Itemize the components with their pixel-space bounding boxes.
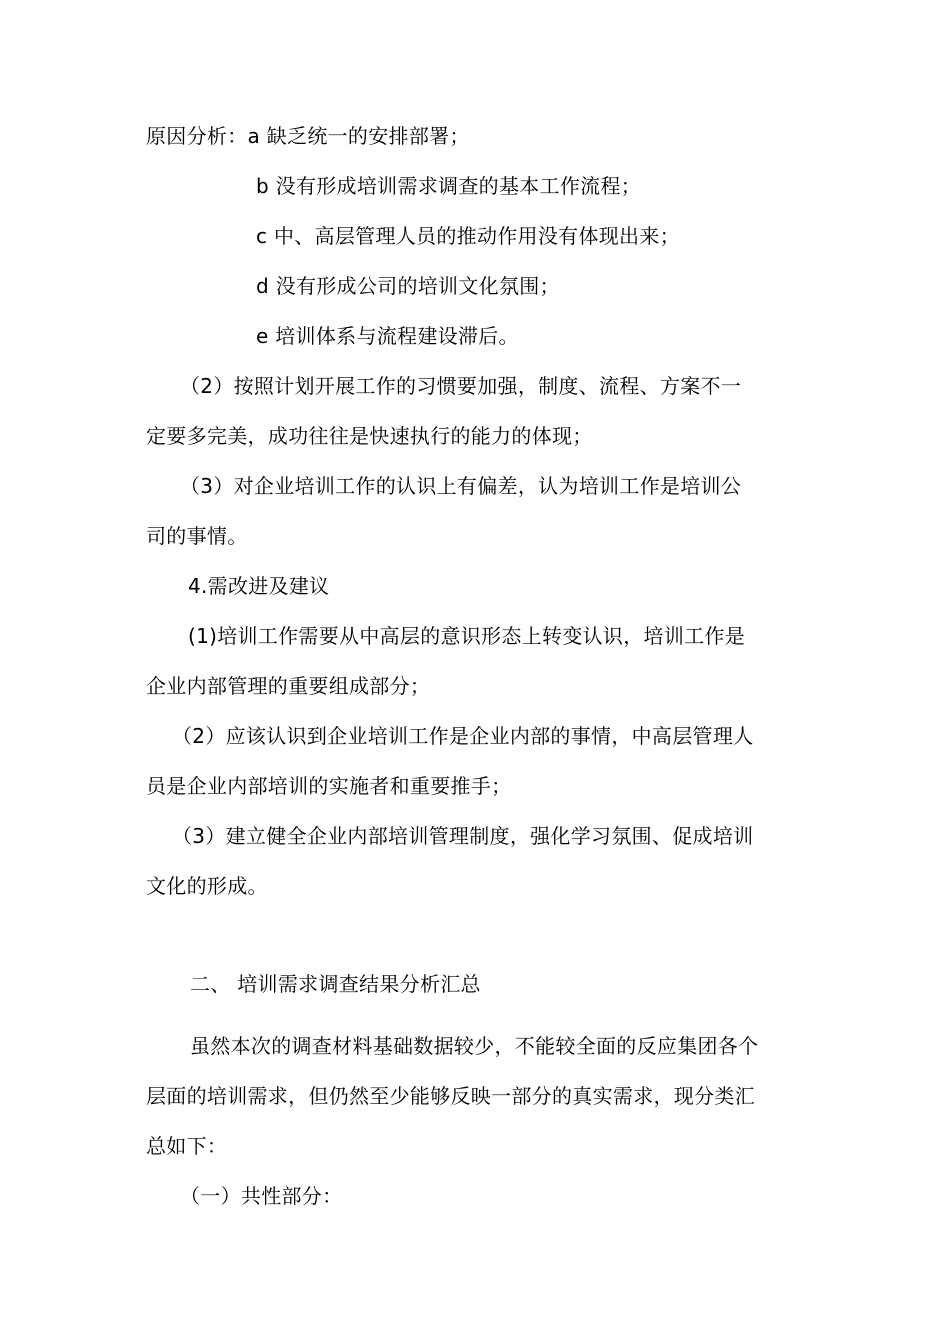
cause-a-line: 原因分析：a 缺乏统一的安排部署； — [146, 124, 470, 148]
cause-c-line: c 中、高层管理人员的推动作用没有体现出来； — [256, 224, 680, 248]
point3-line2: 司的事情。 — [146, 524, 248, 548]
point2-line2: 定要多完美，成功往往是快速执行的能力的体现； — [146, 424, 593, 448]
cause-e-line: e 培训体系与流程建设滞后。 — [256, 324, 519, 348]
cause-d-line: d 没有形成公司的培训文化氛围； — [256, 274, 560, 298]
suggestion2-line1: （2）应该认识到企业培训工作是企业内部的事情，中高层管理人 — [172, 724, 754, 748]
cause-b-line: b 没有形成培训需求调查的基本工作流程； — [256, 174, 642, 198]
suggestion3-line2: 文化的形成。 — [146, 874, 268, 898]
section2-heading: 二、 培训需求调查结果分析汇总 — [190, 972, 481, 996]
point3-line1: （3）对企业培训工作的认识上有偏差，认为培训工作是培训公 — [180, 474, 742, 498]
suggestion1-line2: 企业内部管理的重要组成部分； — [146, 674, 431, 698]
improve-heading: 4.需改进及建议 — [188, 574, 330, 598]
section2-para-line1: 虽然本次的调查材料基础数据较少，不能较全面的反应集团各个 — [190, 1034, 759, 1058]
section2-para-line3: 总如下： — [146, 1134, 228, 1158]
section2-para-line2: 层面的培训需求，但仍然至少能够反映一部分的真实需求，现分类汇 — [146, 1084, 755, 1108]
suggestion1-line1: (1)培训工作需要从中高层的意识形态上转变认识，培训工作是 — [188, 624, 746, 648]
suggestion2-line2: 员是企业内部培训的实施者和重要推手； — [146, 774, 512, 798]
point2-line1: （2）按照计划开展工作的习惯要加强，制度、流程、方案不一 — [180, 374, 742, 398]
common-part-heading: （一）共性部分： — [180, 1184, 343, 1208]
suggestion3-line1: （3）建立健全企业内部培训管理制度，强化学习氛围、促成培训 — [172, 824, 754, 848]
